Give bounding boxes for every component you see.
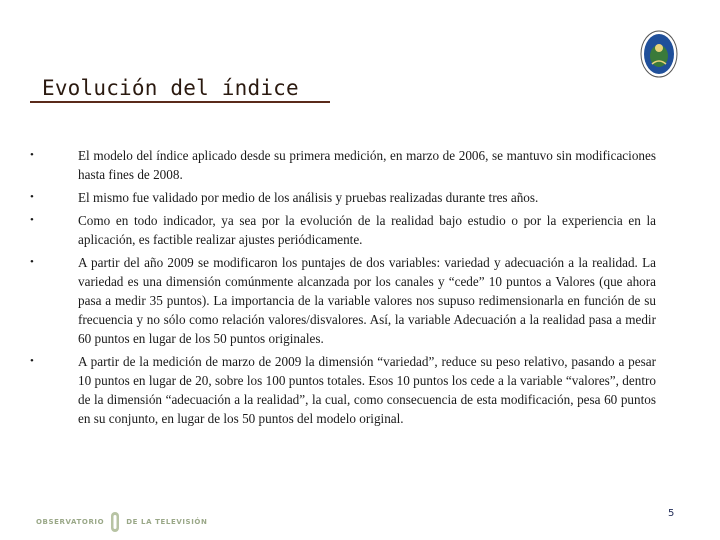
bullet-text: El mismo fue validado por medio de los análisis y pruebas realizadas durante tres años. [78, 190, 539, 205]
slide-title: Evolución del índice [42, 76, 299, 100]
page-number: 5 [668, 508, 675, 519]
footer-logo [36, 511, 207, 533]
bullet-text: A partir de la medición de marzo de 2009 la dimensión “variedad”, reduce su peso relativo, pasando a pesar 10 puntos en lugar de 20, sobre los 100 puntos totales. Esos 10 puntos los cede a la variable “valores”, dentro de la dimensión “adecuación a la realidad”, la cual, como consecuencia de esta modificación, pesa 60 puntos en su conjunto, en lugar de los 50 puntos del modelo original. [78, 354, 656, 426]
university-seal-icon [640, 30, 678, 78]
bullet-text: El modelo del índice aplicado desde su primera medición, en marzo de 2006, se mantuvo sin modificaciones hasta fines de 2008. [78, 148, 656, 182]
bullet-marker: • [30, 355, 34, 367]
tv-mark-icon [110, 512, 120, 532]
bullet-list [30, 146, 656, 432]
list-item [30, 253, 656, 348]
bullet-marker: • [30, 149, 34, 161]
list-item [30, 188, 656, 207]
list-item [30, 146, 656, 184]
title-underline [30, 101, 330, 103]
bullet-text: A partir del año 2009 se modificaron los puntajes de dos variables: variedad y adecuación a la realidad. La variedad es una dimensión comúnmente alcanzada por los canales y “cede” 10 puntos a Valores (que ahora pasa a medir 35 puntos). La importancia de la variable valores nos supuso redimensionarla en función de su frecuencia y no sólo como relación valores/disvalores. Así, la variable Adecuación a la realidad pasa a medir 60 puntos en lugar de los 50 puntos originales. [78, 255, 656, 346]
footer-brand-left: OBSERVATORIO [36, 518, 105, 526]
bullet-marker: • [30, 256, 34, 268]
bullet-text: Como en todo indicador, ya sea por la evolución de la realidad bajo estudio o por la experiencia en la aplicación, es factible realizar ajustes periódicamente. [78, 213, 656, 247]
list-item [30, 352, 656, 428]
footer-brand-right: DE LA TELEVISIÓN [126, 518, 208, 526]
bullet-marker: • [30, 191, 34, 203]
bullet-marker: • [30, 214, 34, 226]
list-item [30, 211, 656, 249]
